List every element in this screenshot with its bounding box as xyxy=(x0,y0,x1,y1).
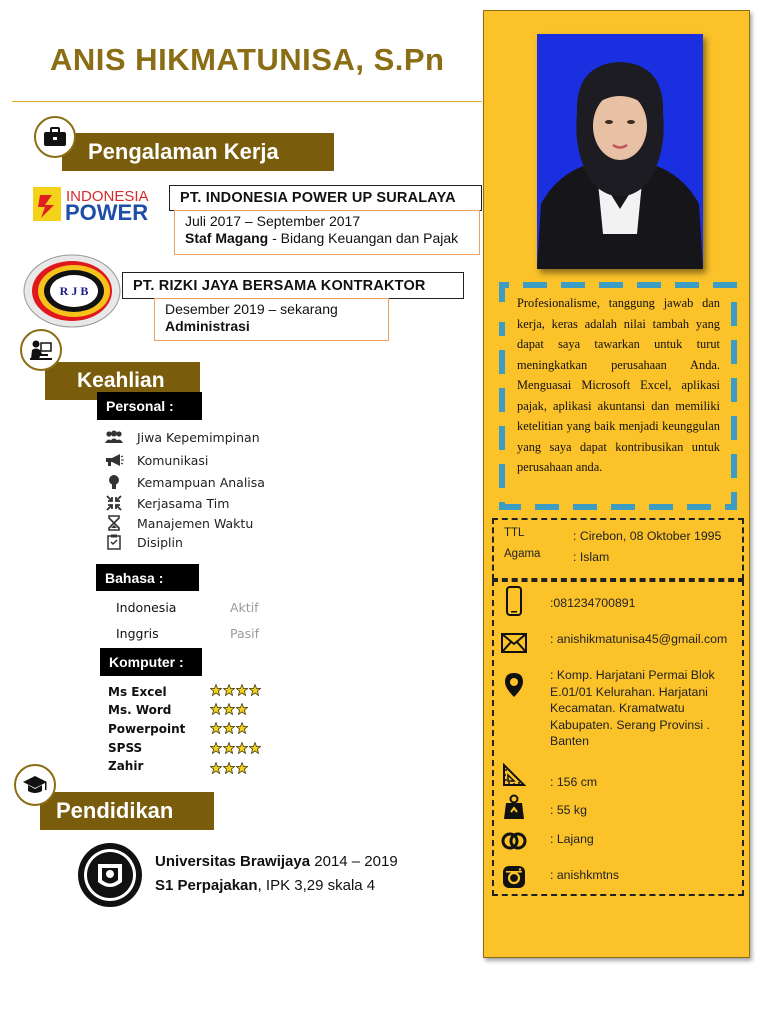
star-icon xyxy=(223,762,235,774)
ttl-label: TTL xyxy=(504,527,525,539)
collapse-arrows-icon xyxy=(103,495,125,511)
weight-icon xyxy=(500,793,528,821)
rating-stars xyxy=(210,742,261,754)
skill-item xyxy=(103,452,208,468)
envelope-icon xyxy=(500,629,528,657)
graduation-cap-icon xyxy=(14,764,56,806)
ttl-value: : Cirebon, 08 Oktober 1995 xyxy=(573,529,722,543)
instagram-icon xyxy=(500,863,528,891)
skill-label: Manajemen Waktu xyxy=(137,515,254,531)
computer-skills-label: Komputer : xyxy=(100,648,202,676)
religion-value: : Islam xyxy=(573,550,610,564)
computer-skill-name: SPSS xyxy=(108,741,143,755)
skill-label: Disiplin xyxy=(137,534,183,550)
briefcase-icon xyxy=(34,116,76,158)
education-years: 2014 – 2019 xyxy=(310,853,398,870)
degree-name: S1 Perpajakan xyxy=(155,877,258,894)
skill-item xyxy=(103,515,253,531)
group-icon xyxy=(103,429,125,445)
star-icon xyxy=(236,703,248,715)
star-icon xyxy=(249,742,261,754)
address-value: : Komp. Harjatani Permai Blok E.01/01 Kelurahan. Harjatani Kecamatan. Kramatwatu Kabupaten. Serang Provinsi . Banten xyxy=(550,668,715,748)
ruler-icon xyxy=(500,761,528,789)
location-pin-icon xyxy=(500,671,528,699)
resume-name: ANIS HIKMATUNISA, S.Pn xyxy=(50,42,445,77)
marital-status-value: : Lajang xyxy=(550,832,594,846)
language-label: Bahasa : xyxy=(96,564,199,591)
language-level: Aktif xyxy=(230,600,259,615)
job-period-2: Desember 2019 – sekarang xyxy=(165,301,338,317)
person-at-desk-icon xyxy=(20,329,62,371)
job-detail-1: - Bidang Keuangan dan Pajak xyxy=(268,230,459,246)
job-role-2: Administrasi xyxy=(165,318,250,334)
skill-item xyxy=(103,429,260,445)
job-period-1: Juli 2017 – September 2017 xyxy=(185,213,361,229)
star-icon xyxy=(223,684,235,696)
rating-stars xyxy=(210,762,248,774)
company-name-1: PT. INDONESIA POWER UP SURALAYA xyxy=(169,185,482,211)
skill-label: Komunikasi xyxy=(137,452,209,468)
star-icon xyxy=(249,684,261,696)
star-icon xyxy=(210,722,222,734)
brawijaya-logo xyxy=(76,842,144,908)
religion-label: Agama xyxy=(504,548,541,560)
height-value: : 156 cm xyxy=(550,775,598,789)
rating-stars xyxy=(210,722,248,734)
language-name: Indonesia xyxy=(116,600,177,615)
job-details-2 xyxy=(154,298,389,341)
skill-label: Kerjasama Tim xyxy=(137,495,230,511)
star-icon xyxy=(210,703,222,715)
email-value: : anishikmatunisa45@gmail.com xyxy=(550,632,728,646)
name-divider xyxy=(12,101,482,102)
education-gpa: , IPK 3,29 skala 4 xyxy=(257,877,376,894)
education-university-line xyxy=(155,853,398,870)
star-icon xyxy=(236,722,248,734)
job-role-1: Staf Magang xyxy=(185,230,269,246)
star-icon xyxy=(210,742,222,754)
hourglass-icon xyxy=(103,515,125,531)
university-name: Universitas Brawijaya xyxy=(155,853,311,870)
star-icon xyxy=(236,684,248,696)
megaphone-icon xyxy=(103,452,125,468)
rating-stars xyxy=(210,684,261,696)
star-icon xyxy=(223,722,235,734)
rings-icon xyxy=(500,827,528,855)
personal-skills-label: Personal : xyxy=(97,392,202,420)
skill-item xyxy=(103,495,229,511)
rjb-logo xyxy=(22,253,122,329)
rjb-logo-text: R J B xyxy=(59,284,89,298)
skill-label: Jiwa Kepemimpinan xyxy=(137,429,260,445)
education-section-title: Pendidikan xyxy=(40,792,214,830)
computer-skill-name: Zahir xyxy=(108,759,144,773)
star-icon xyxy=(223,742,235,754)
profile-summary: Profesionalisme, tanggung jawab dan kerja, keras adalah nilai tambah yang dapat saya tawarkan untuk turut meningkatkan perusahaan Anda. Menguasai Microsoft Excel, aplikasi pajak, aplikasi akuntansi dan memiliki ketelitian yang baik menjadi keunggulan yang saya dapat kontribusikan untuk perusahaan anda. xyxy=(517,296,720,474)
logo-text-top: INDONESIA xyxy=(66,188,149,205)
computer-skill-name: Ms Excel xyxy=(108,685,167,699)
weight-value: : 55 kg xyxy=(550,803,587,817)
indonesia-power-logo xyxy=(32,185,164,225)
star-icon xyxy=(236,742,248,754)
language-name: Inggris xyxy=(116,626,159,641)
clipboard-icon xyxy=(103,534,125,550)
star-icon xyxy=(210,684,222,696)
star-icon xyxy=(223,703,235,715)
skill-label: Kemampuan Analisa xyxy=(137,474,265,490)
profile-photo xyxy=(537,34,703,269)
computer-skill-name: Ms. Word xyxy=(108,703,172,717)
phone-value: :081234700891 xyxy=(550,596,636,610)
instagram-value: : anishkmtns xyxy=(550,868,620,882)
computer-skill-name: Powerpoint xyxy=(108,722,186,736)
phone-icon xyxy=(500,587,528,615)
star-icon xyxy=(236,762,248,774)
skill-item xyxy=(103,474,265,490)
logo-text-bottom: POWER xyxy=(65,200,149,225)
education-degree-line xyxy=(155,877,375,894)
lightbulb-icon xyxy=(103,474,125,490)
skill-item xyxy=(103,534,183,550)
rating-stars xyxy=(210,703,248,715)
experience-section-title: Pengalaman Kerja xyxy=(62,133,334,171)
language-level: Pasif xyxy=(230,626,260,641)
job-details-1 xyxy=(174,210,480,255)
company-name-2: PT. RIZKI JAYA BERSAMA KONTRAKTOR xyxy=(122,272,464,299)
skills-section-title: Keahlian xyxy=(45,362,200,400)
star-icon xyxy=(210,762,222,774)
